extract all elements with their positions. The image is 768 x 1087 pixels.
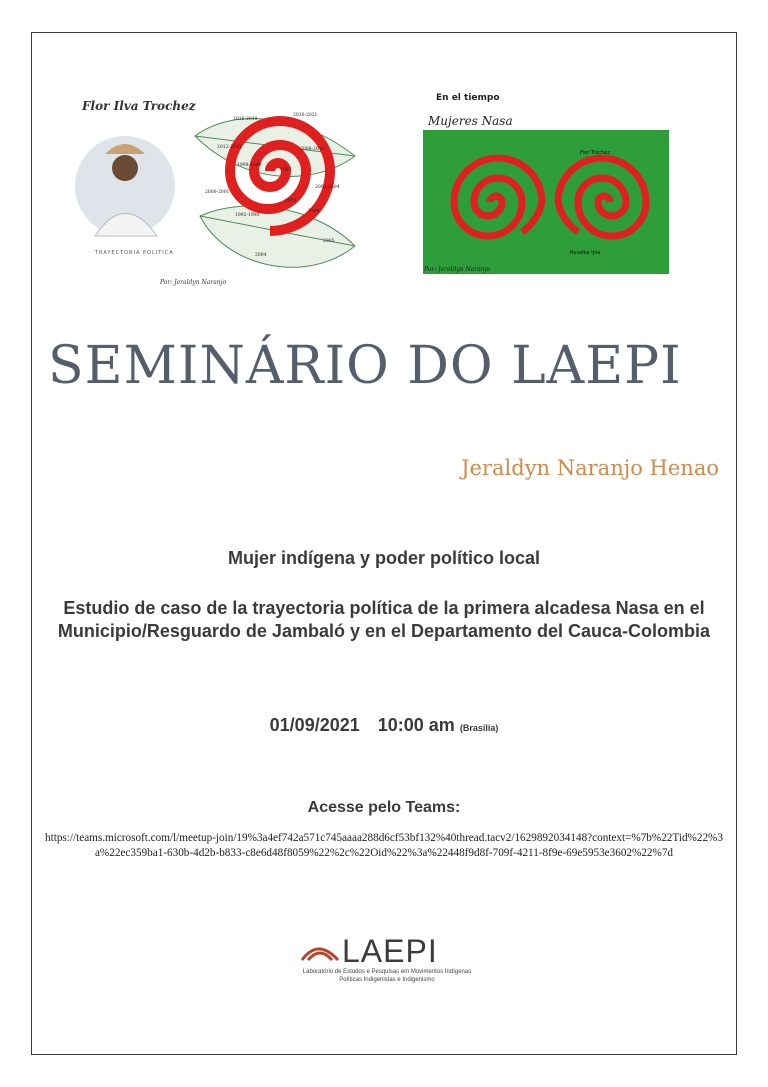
svg-text:Rosalba Ipia: Rosalba Ipia [570,250,601,256]
event-time: 10:00 am [377,715,455,735]
green-panel [423,130,669,274]
svg-text:2002-2004: 2002-2004 [315,185,340,190]
svg-text:2016-2019: 2016-2019 [233,117,258,122]
event-date: 01/09/2021 [269,715,360,735]
trajectory-illustration [75,96,365,292]
svg-text:Flor Trochez: Flor Trochez [580,150,610,156]
svg-text:1992-1993: 1992-1993 [235,213,260,218]
svg-text:1984: 1984 [308,209,320,214]
logo-tagline-2: Políticas Indigenistas e Indigenismo [339,977,435,983]
svg-text:2005: 2005 [323,239,335,244]
svg-text:1987: 1987 [280,168,292,173]
left-image-credit: Por: Jeraldyn Naranjo [160,279,227,286]
talk-subtitle: Mujer indígena y poder político local [227,548,541,568]
event-timezone: (Brasília) [459,723,499,733]
trajectory-subcaption: TRAYECTORIA POLITICA [95,250,174,256]
svg-text:2008-2011: 2008-2011 [300,147,325,152]
svg-text:1998-1999: 1998-1999 [237,163,262,168]
teams-link[interactable]: https://teams.microsoft.com/l/meetup-join/19%3a4ef742a571c745aaaa288d6cf53bf132%40thread.tacv2/1629892034148?context=%7b%22Tid%22%3a%22ec359ba1-630b-4d2b-b833-c8e6d48f8059%22%2c%22Oid%22%3a%22448f9d8f-709f-4211-8f9e-69e5953e3602%22%7d [45,832,723,859]
svg-text:1978: 1978 [285,199,297,204]
logo-wordmark: LAEPI [342,933,438,969]
svg-text:2020-2021: 2020-2021 [293,113,318,118]
right-image-credit: Por: Jeraldyn Naranjo [424,266,491,273]
talk-description: Estudio de caso de la trayectoria política de la primera alcadesa Nasa en el Municipio/Resguardo de Jambaló y en el Departamento del Cauca-Colombia [57,598,711,641]
svg-text:2012-2015: 2012-2015 [217,145,242,150]
right-image-heading: En el tiempo [436,93,500,103]
page-title: SEMINÁRIO DO LAEPI [48,336,682,396]
author-name: Jeraldyn Naranjo Henao [461,456,719,480]
svg-text:2000-2001: 2000-2001 [205,190,230,195]
svg-text:2004: 2004 [255,253,267,258]
right-image-script-title: Mujeres Nasa [428,114,513,128]
access-label: Acesse pelo Teams: [307,799,461,816]
portrait-caption: Flor Ilva Trochez [82,99,196,113]
event-datetime [0,715,768,736]
logo-tagline-1: Laboratório de Estudos e Pesquisas em Movimentos Indígenas [302,969,472,975]
